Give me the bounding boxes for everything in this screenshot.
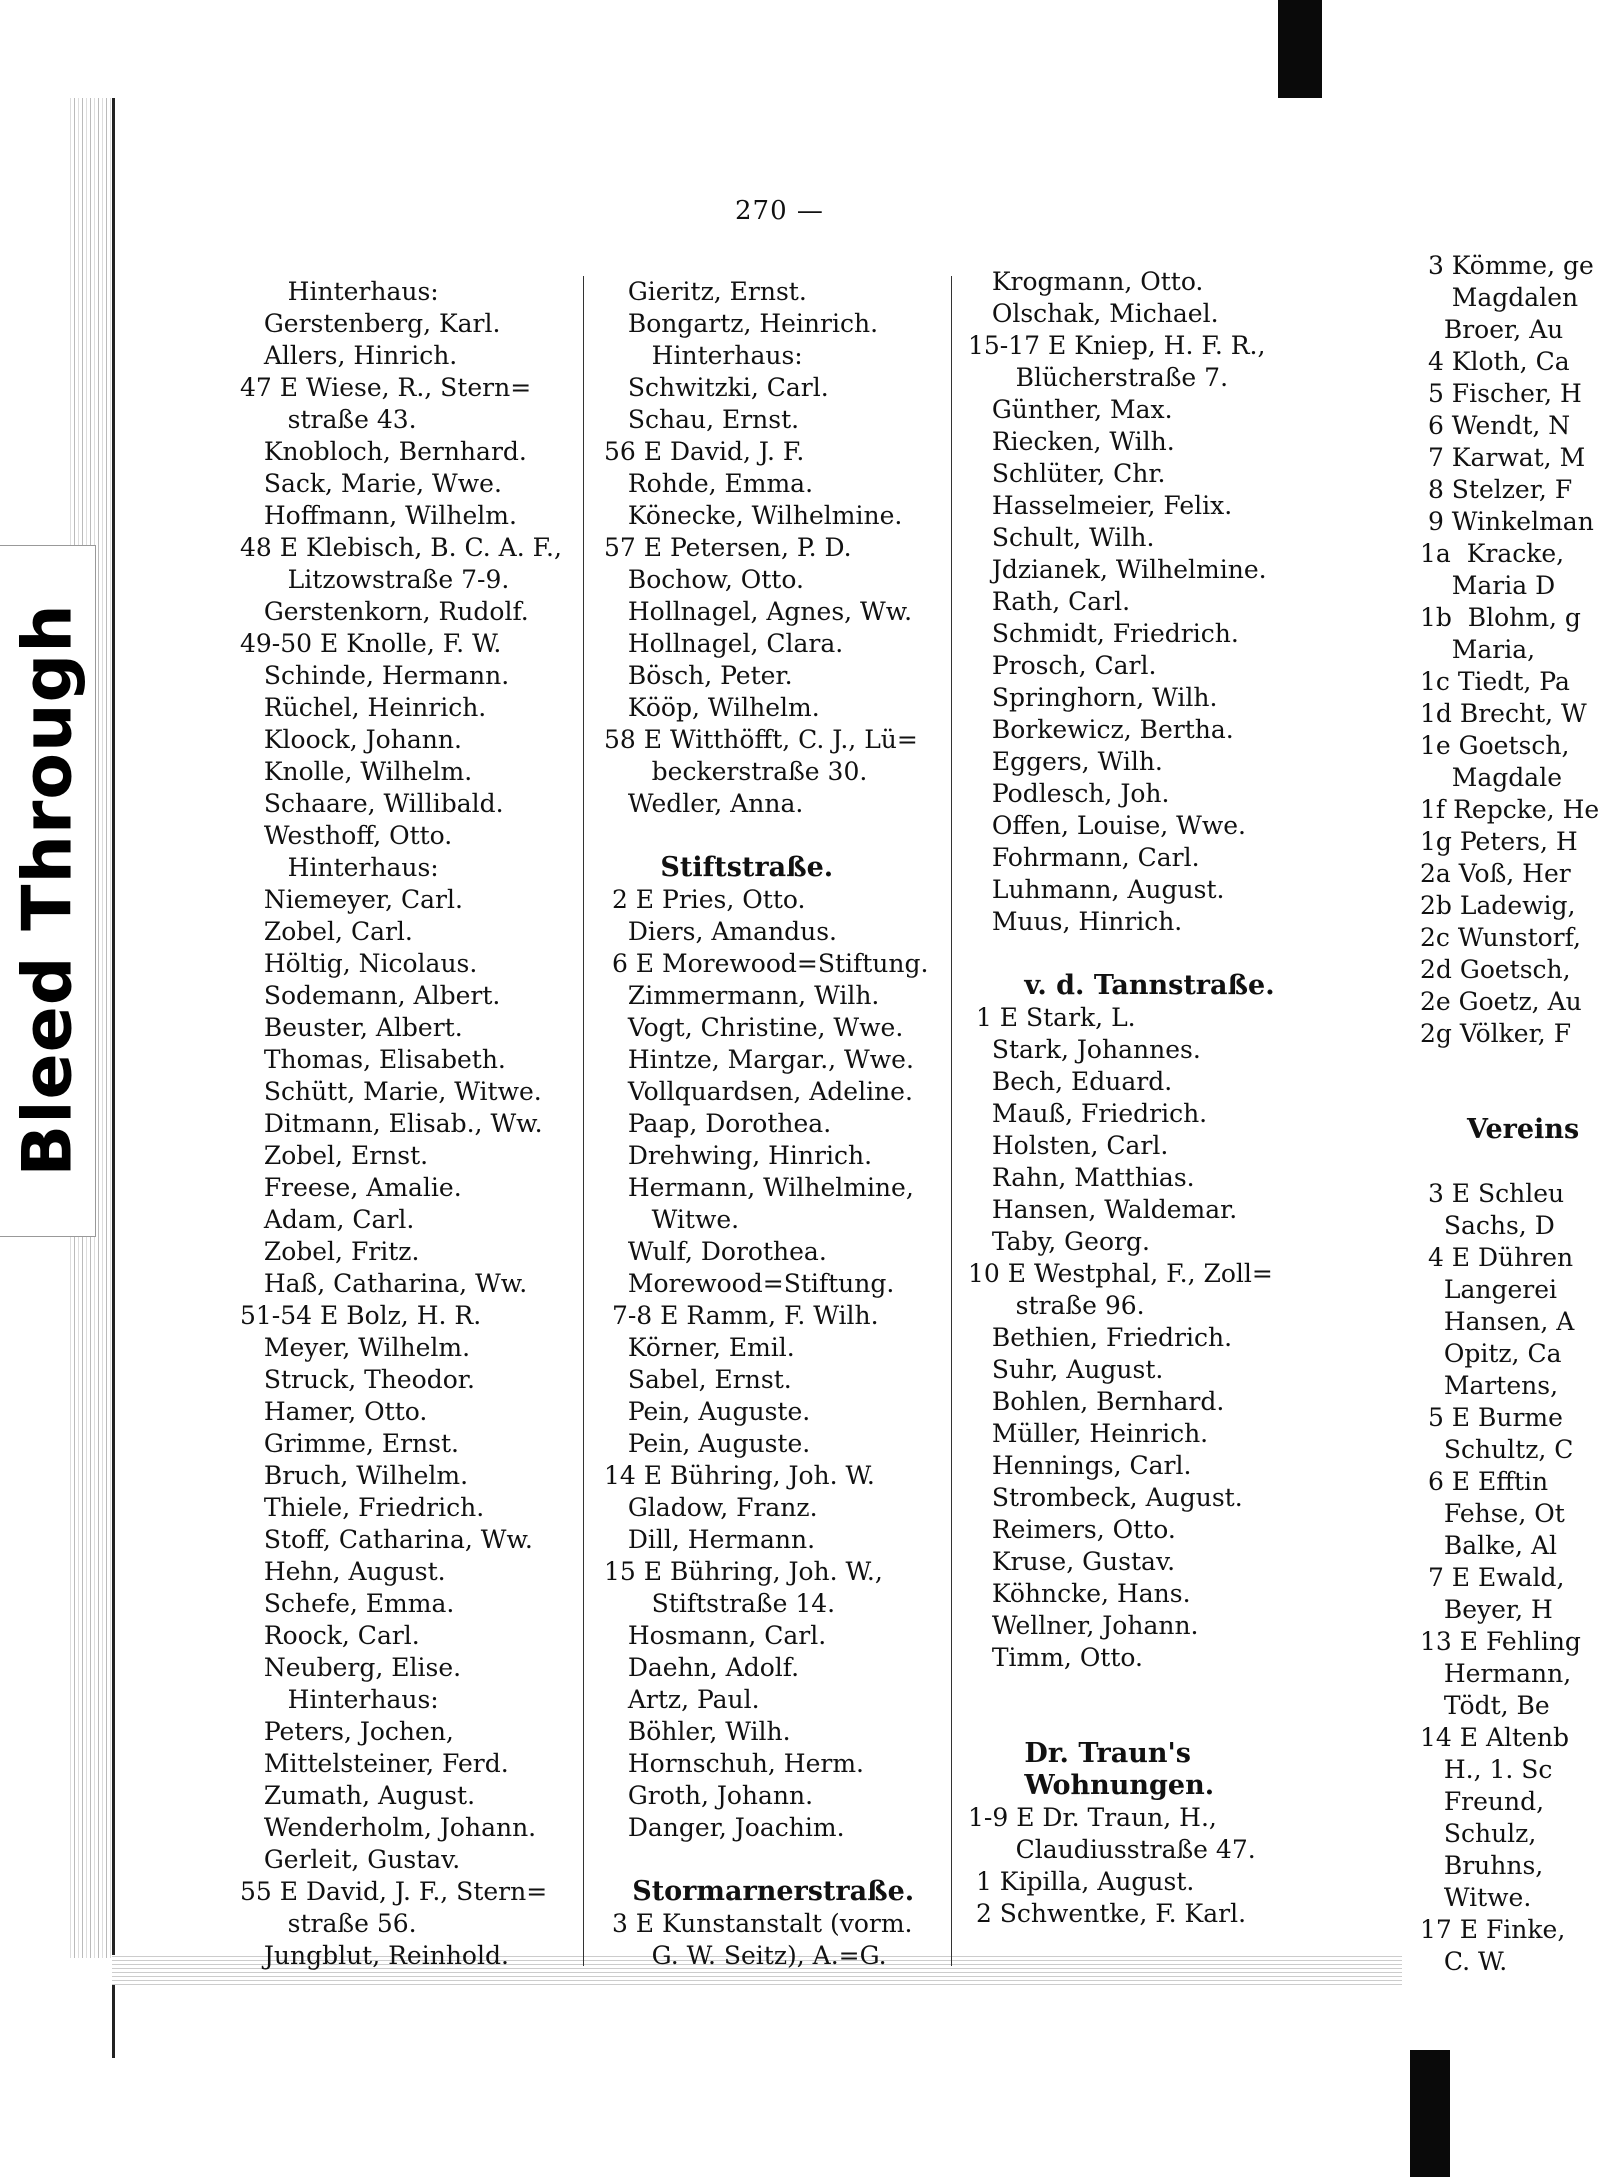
directory-entry: 3 E Schleu	[1420, 1179, 1565, 1208]
directory-entry: Witwe.	[1420, 1883, 1532, 1912]
directory-entry: Müller, Heinrich.	[968, 1419, 1209, 1448]
directory-entry: Kloock, Johann.	[240, 725, 462, 754]
directory-entry: 13 E Fehling	[1420, 1627, 1581, 1656]
directory-entry: Roock, Carl.	[240, 1621, 420, 1650]
directory-entry: Bongartz, Heinrich.	[604, 309, 879, 338]
directory-entry: Zimmermann, Wilh.	[604, 981, 880, 1010]
bottom-right-binding-strip	[1410, 2050, 1450, 2177]
directory-entry: 1c Tiedt, Pa	[1420, 667, 1570, 696]
directory-entry: Rahn, Matthias.	[968, 1163, 1195, 1192]
directory-entry: Hamer, Otto.	[240, 1397, 428, 1426]
directory-column-3	[968, 266, 1308, 1930]
directory-entry: Wellner, Johann.	[968, 1611, 1199, 1640]
directory-entry: 2g Völker, F	[1420, 1019, 1572, 1048]
directory-entry: Hermann,	[1420, 1659, 1572, 1688]
directory-entry: Knolle, Wilhelm.	[240, 757, 473, 786]
directory-entry: Wedler, Anna.	[604, 789, 804, 818]
directory-entry: Gerstenberg, Karl.	[240, 309, 501, 338]
directory-entry: Kööp, Wilhelm.	[604, 693, 820, 722]
directory-entry: 1 E Stark, L.	[968, 1003, 1136, 1032]
directory-entry: Hermann, Wilhelmine,	[604, 1173, 914, 1202]
directory-entry: 17 E Finke,	[1420, 1915, 1566, 1944]
directory-entry: Luhmann, August.	[968, 875, 1225, 904]
directory-entry: Hollnagel, Agnes, Ww.	[604, 597, 913, 626]
directory-entry: Könecke, Wilhelmine.	[604, 501, 903, 530]
directory-entry: 56 E David, J. F.	[604, 437, 805, 466]
directory-entry: 4 Kloth, Ca	[1420, 347, 1570, 376]
directory-entry: Hinterhaus:	[240, 1685, 439, 1714]
directory-entry: Schinde, Hermann.	[240, 661, 510, 690]
directory-entry: 1f Repcke, He	[1420, 795, 1600, 824]
directory-entry: straße 56.	[240, 1909, 417, 1938]
directory-entry: Zobel, Ernst.	[240, 1141, 429, 1170]
street-heading: Stormarnerstraße.	[604, 1876, 915, 1907]
directory-entry: Taby, Georg.	[968, 1227, 1150, 1256]
directory-entry: Meyer, Wilhelm.	[240, 1333, 471, 1362]
directory-entry: 2c Wunstorf,	[1420, 923, 1581, 952]
directory-entry: Vogt, Christine, Wwe.	[604, 1013, 904, 1042]
directory-entry: Magdalen	[1420, 283, 1579, 312]
directory-entry	[968, 1674, 1308, 1706]
directory-entry: Beuster, Albert.	[240, 1013, 463, 1042]
directory-entry: Pein, Auguste.	[604, 1429, 811, 1458]
directory-entry: 2 Schwentke, F. Karl.	[968, 1899, 1247, 1928]
directory-entry: 15 E Bühring, Joh. W.,	[604, 1557, 883, 1586]
street-heading: Stiftstraße.	[604, 852, 834, 883]
directory-entry: Kruse, Gustav.	[968, 1547, 1176, 1576]
directory-entry: Hinterhaus:	[240, 853, 439, 882]
directory-entry	[968, 1706, 1308, 1738]
directory-entry: Gieritz, Ernst.	[604, 277, 807, 306]
directory-entry: Eggers, Wilh.	[968, 747, 1163, 776]
directory-entry: Hoffmann, Wilhelm.	[240, 501, 517, 530]
directory-entry: 5 E Burme	[1420, 1403, 1563, 1432]
directory-entry: Bech, Eduard.	[968, 1067, 1173, 1096]
directory-entry: Claudiusstraße 47.	[968, 1835, 1256, 1864]
directory-entry: Hennings, Carl.	[968, 1451, 1192, 1480]
directory-entry	[1420, 1146, 1600, 1178]
directory-entry: 2 E Pries, Otto.	[604, 885, 806, 914]
directory-entry: 15-17 E Kniep, H. F. R.,	[968, 331, 1266, 360]
directory-entry: Zobel, Carl.	[240, 917, 413, 946]
column-divider-2	[951, 276, 952, 1966]
directory-entry: Wulf, Dorothea.	[604, 1237, 827, 1266]
directory-entry: 1e Goetsch,	[1420, 731, 1570, 760]
directory-entry: Holsten, Carl.	[968, 1131, 1169, 1160]
directory-entry: Maria D	[1420, 571, 1556, 600]
directory-entry: Fohrmann, Carl.	[968, 843, 1200, 872]
directory-entry: straße 43.	[240, 405, 417, 434]
directory-entry: 47 E Wiese, R., Stern=	[240, 373, 532, 402]
directory-entry	[604, 820, 944, 852]
directory-entry: Broer, Au	[1420, 315, 1564, 344]
directory-entry: Allers, Hinrich.	[240, 341, 458, 370]
directory-entry: 7 Karwat, M	[1420, 443, 1586, 472]
directory-entry: 2d Goetsch,	[1420, 955, 1571, 984]
directory-entry: Struck, Theodor.	[240, 1365, 475, 1394]
directory-entry: Schütt, Marie, Witwe.	[240, 1077, 542, 1106]
directory-entry: 2a Voß, Her	[1420, 859, 1571, 888]
directory-entry: Hosmann, Carl.	[604, 1621, 827, 1650]
directory-entry: 5 Fischer, H	[1420, 379, 1582, 408]
directory-entry: 1g Peters, H	[1420, 827, 1578, 856]
directory-entry: Magdale	[1420, 763, 1562, 792]
directory-entry: Grimme, Ernst.	[240, 1429, 459, 1458]
directory-entry: Hintze, Margar., Wwe.	[604, 1045, 914, 1074]
directory-entry: straße 96.	[968, 1291, 1145, 1320]
directory-entry: Höltig, Nicolaus.	[240, 949, 478, 978]
directory-entry: 14 E Altenb	[1420, 1723, 1569, 1752]
directory-entry: Danger, Joachim.	[604, 1813, 845, 1842]
directory-entry: 1-9 E Dr. Traun, H.,	[968, 1803, 1217, 1832]
directory-column-2	[604, 276, 944, 1972]
directory-entry: Rüchel, Heinrich.	[240, 693, 487, 722]
directory-entry: Rath, Carl.	[968, 587, 1131, 616]
directory-entry: Muus, Hinrich.	[968, 907, 1183, 936]
directory-column-1	[240, 276, 580, 1972]
directory-entry: 6 E Morewood=Stiftung.	[604, 949, 929, 978]
directory-entry: Opitz, Ca	[1420, 1339, 1562, 1368]
directory-entry: Mauß, Friedrich.	[968, 1099, 1208, 1128]
directory-entry: Thomas, Elisabeth.	[240, 1045, 506, 1074]
directory-entry: Sack, Marie, Wwe.	[240, 469, 502, 498]
directory-entry: 58 E Witthöfft, C. J., Lü=	[604, 725, 918, 754]
directory-entry: Bösch, Peter.	[604, 661, 793, 690]
directory-entry: Gerleit, Gustav.	[240, 1845, 461, 1874]
directory-entry: Langerei	[1420, 1275, 1557, 1304]
directory-entry: Wenderholm, Johann.	[240, 1813, 537, 1842]
directory-entry: 48 E Klebisch, B. C. A. F.,	[240, 533, 562, 562]
directory-entry: Borkewicz, Bertha.	[968, 715, 1234, 744]
street-heading: Vereins	[1420, 1114, 1580, 1145]
directory-entry: C. W.	[1420, 1947, 1508, 1976]
directory-entry: Köhncke, Hans.	[968, 1579, 1191, 1608]
directory-entry: Jungblut, Reinhold.	[240, 1941, 509, 1970]
directory-entry: Springhorn, Wilh.	[968, 683, 1218, 712]
directory-entry: Schefe, Emma.	[240, 1589, 455, 1618]
directory-entry: Maria,	[1420, 635, 1536, 664]
top-right-binding-strip	[1278, 0, 1322, 100]
directory-entry: Günther, Max.	[968, 395, 1173, 424]
directory-entry: Knobloch, Bernhard.	[240, 437, 527, 466]
directory-entry: Balke, Al	[1420, 1531, 1557, 1560]
directory-entry: Stark, Johannes.	[968, 1035, 1201, 1064]
directory-entry: Sabel, Ernst.	[604, 1365, 792, 1394]
directory-entry: Timm, Otto.	[968, 1643, 1143, 1672]
directory-entry: 51-54 E Bolz, H. R.	[240, 1301, 482, 1330]
directory-entry: 1 Kipilla, August.	[968, 1867, 1195, 1896]
directory-entry: 1b Blohm, g	[1420, 603, 1581, 632]
directory-entry: G. W. Seitz), A.=G.	[604, 1941, 887, 1970]
directory-entry: Morewood=Stiftung.	[604, 1269, 895, 1298]
directory-entry: Pein, Auguste.	[604, 1397, 811, 1426]
directory-entry: Hansen, Waldemar.	[968, 1195, 1238, 1224]
directory-entry: Schwitzki, Carl.	[604, 373, 829, 402]
street-heading: v. d. Tannstraße.	[968, 970, 1275, 1001]
directory-entry: Hornschuh, Herm.	[604, 1749, 864, 1778]
directory-entry: Freund,	[1420, 1787, 1545, 1816]
directory-entry: 6 Wendt, N	[1420, 411, 1571, 440]
directory-entry: Schulz,	[1420, 1819, 1537, 1848]
directory-entry: beckerstraße 30.	[604, 757, 868, 786]
directory-entry: 3 E Kunstanstalt (vorm.	[604, 1909, 913, 1938]
directory-entry: 3 Kömme, ge	[1420, 251, 1594, 280]
directory-entry: Bochow, Otto.	[604, 565, 804, 594]
directory-entry: Bruch, Wilhelm.	[240, 1461, 469, 1490]
directory-entry: Vollquardsen, Adeline.	[604, 1077, 913, 1106]
directory-entry: Bohlen, Bernhard.	[968, 1387, 1225, 1416]
directory-entry: Ditmann, Elisab., Ww.	[240, 1109, 543, 1138]
bleed-through-label: Bleed Through	[8, 603, 88, 1177]
directory-entry: 6 E Efftin	[1420, 1467, 1549, 1496]
directory-entry: 8 Stelzer, F	[1420, 475, 1573, 504]
directory-entry: Schultz, C	[1420, 1435, 1574, 1464]
directory-entry: Hasselmeier, Felix.	[968, 491, 1233, 520]
directory-entry: 2e Goetz, Au	[1420, 987, 1582, 1016]
directory-entry: Prosch, Carl.	[968, 651, 1157, 680]
street-heading: Dr. Traun's	[968, 1738, 1191, 1769]
directory-entry: Schult, Wilh.	[968, 523, 1155, 552]
directory-entry: Artz, Paul.	[604, 1685, 760, 1714]
directory-entry: 1a Kracke,	[1420, 539, 1565, 568]
directory-entry: Schau, Ernst.	[604, 405, 800, 434]
directory-entry: Neuberg, Elise.	[240, 1653, 462, 1682]
directory-entry: Freese, Amalie.	[240, 1173, 462, 1202]
directory-entry: Dill, Hermann.	[604, 1525, 816, 1554]
directory-entry: Mittelsteiner, Ferd.	[240, 1749, 509, 1778]
directory-entry: Adam, Carl.	[240, 1205, 415, 1234]
directory-entry: Riecken, Wilh.	[968, 427, 1175, 456]
directory-entry: Witwe.	[604, 1205, 740, 1234]
directory-entry: 1d Brecht, W	[1420, 699, 1587, 728]
directory-entry: Körner, Emil.	[604, 1333, 795, 1362]
directory-entry	[604, 1844, 944, 1876]
directory-entry: Schlüter, Chr.	[968, 459, 1166, 488]
directory-entry: Offen, Louise, Wwe.	[968, 811, 1246, 840]
directory-entry: 49-50 E Knolle, F. W.	[240, 629, 502, 658]
directory-entry: 14 E Bühring, Joh. W.	[604, 1461, 875, 1490]
directory-entry: Sachs, D	[1420, 1211, 1555, 1240]
directory-entry: Martens,	[1420, 1371, 1559, 1400]
directory-entry: Gerstenkorn, Rudolf.	[240, 597, 529, 626]
directory-entry: 7 E Ewald,	[1420, 1563, 1565, 1592]
directory-entry: Schmidt, Friedrich.	[968, 619, 1239, 648]
directory-entry: Beyer, H	[1420, 1595, 1553, 1624]
directory-entry: 10 E Westphal, F., Zoll=	[968, 1259, 1273, 1288]
column-divider-1	[583, 276, 584, 1966]
directory-entry: Thiele, Friedrich.	[240, 1493, 485, 1522]
directory-entry	[1420, 1082, 1600, 1114]
directory-entry: Haß, Catharina, Ww.	[240, 1269, 528, 1298]
directory-entry: Drehwing, Hinrich.	[604, 1141, 873, 1170]
directory-entry: Hinterhaus:	[604, 341, 803, 370]
directory-entry: Zobel, Fritz.	[240, 1237, 420, 1266]
directory-entry: Sodemann, Albert.	[240, 981, 501, 1010]
directory-entry: 2b Ladewig,	[1420, 891, 1576, 920]
directory-entry: Reimers, Otto.	[968, 1515, 1176, 1544]
directory-entry: Zumath, August.	[240, 1781, 476, 1810]
directory-column-4-cropped	[1420, 250, 1600, 1978]
directory-entry: Tödt, Be	[1420, 1691, 1550, 1720]
directory-entry: Blücherstraße 7.	[968, 363, 1229, 392]
directory-entry: Krogmann, Otto.	[968, 267, 1204, 296]
directory-entry: 4 E Dühren	[1420, 1243, 1574, 1272]
directory-entry: Fehse, Ot	[1420, 1499, 1565, 1528]
directory-entry: 9 Winkelman	[1420, 507, 1594, 536]
directory-entry: H., 1. Sc	[1420, 1755, 1553, 1784]
directory-entry: Strombeck, August.	[968, 1483, 1243, 1512]
directory-entry	[968, 938, 1308, 970]
directory-entry: Schaare, Willibald.	[240, 789, 504, 818]
directory-entry: 7-8 E Ramm, F. Wilh.	[604, 1301, 879, 1330]
directory-entry: Jdzianek, Wilhelmine.	[968, 555, 1267, 584]
directory-entry: Diers, Amandus.	[604, 917, 837, 946]
directory-entry	[1420, 1050, 1600, 1082]
directory-entry: Podlesch, Joh.	[968, 779, 1170, 808]
directory-entry: Böhler, Wilh.	[604, 1717, 791, 1746]
directory-entry: 55 E David, J. F., Stern=	[240, 1877, 548, 1906]
directory-entry: Groth, Johann.	[604, 1781, 814, 1810]
directory-entry: Niemeyer, Carl.	[240, 885, 463, 914]
directory-entry: Litzowstraße 7-9.	[240, 565, 510, 594]
directory-entry: Suhr, August.	[968, 1355, 1164, 1384]
directory-entry: Bethien, Friedrich.	[968, 1323, 1233, 1352]
directory-entry: Daehn, Adolf.	[604, 1653, 800, 1682]
directory-entry: Rohde, Emma.	[604, 469, 814, 498]
directory-entry: Stoff, Catharina, Ww.	[240, 1525, 533, 1554]
directory-entry: Hansen, A	[1420, 1307, 1575, 1336]
directory-entry: Hehn, August.	[240, 1557, 446, 1586]
directory-entry: Gladow, Franz.	[604, 1493, 818, 1522]
directory-entry: Olschak, Michael.	[968, 299, 1219, 328]
directory-entry: Paap, Dorothea.	[604, 1109, 832, 1138]
directory-entry: Bruhns,	[1420, 1851, 1544, 1880]
directory-entry: Peters, Jochen,	[240, 1717, 454, 1746]
directory-entry: Hollnagel, Clara.	[604, 629, 844, 658]
directory-entry: 57 E Petersen, P. D.	[604, 533, 852, 562]
directory-entry: Hinterhaus:	[240, 277, 439, 306]
street-heading: Wohnungen.	[968, 1770, 1215, 1801]
page-number: 270 —	[735, 196, 824, 226]
directory-entry: Westhoff, Otto.	[240, 821, 453, 850]
directory-entry: Stiftstraße 14.	[604, 1589, 836, 1618]
